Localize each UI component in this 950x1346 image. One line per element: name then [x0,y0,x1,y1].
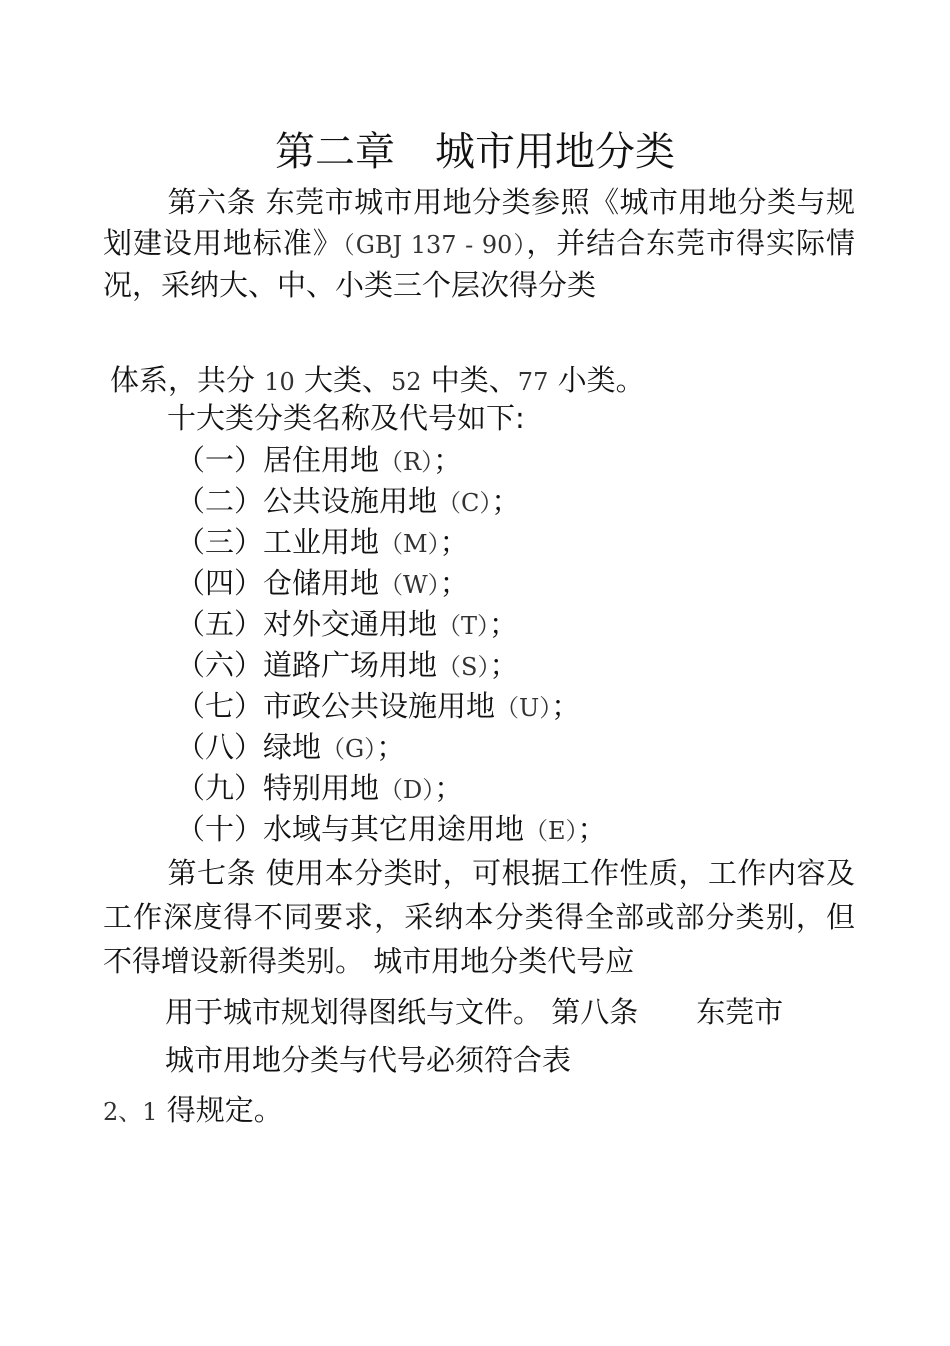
category-name: （四）仓储用地 [176,566,380,600]
article-6-lead: 第六条 东莞市城市用地分类参照《城市用地分类与规划建设用地标准》 [103,185,855,260]
list-intro: 十大类分类名称及代号如下: [167,401,525,435]
system-text-a: 体系，共分 [110,363,256,397]
category-name: （八）绿地 [176,730,322,764]
category-code: （R） [379,448,434,476]
article-6-paragraph [103,182,855,306]
article-7-text: 第七条 使用本分类时，可根据工作性质，工作内容及工作深度得不同要求，采纳本分类得全部或部分类别，但不得增设新得类别。 城市用地分类代号应 [103,856,855,978]
list-item [176,440,462,482]
category-code: （E） [524,817,578,845]
table-reference-line [103,1090,283,1132]
category-end: ； [439,566,469,600]
category-end: ； [433,443,463,477]
system-text-d: 小类。 [557,363,645,397]
list-item [176,522,469,564]
category-end: ； [376,730,406,764]
medium-count: 52 [391,368,422,396]
list-item [176,686,580,728]
list-item [176,481,520,523]
article-8-text: 城市用地分类与代号必须符合表 [165,1043,572,1077]
category-end: ； [491,484,521,518]
list-item [176,563,469,605]
list-item [176,727,405,769]
minor-count: 77 [517,368,549,396]
category-end: ； [434,771,464,805]
category-end: ； [577,812,607,846]
category-code: （C） [437,489,492,517]
standard-code: （GBJ 137 - 90） [342,230,527,259]
category-code: （G） [321,735,377,763]
category-name: （六）道路广场用地 [176,648,438,682]
category-name: （二）公共设施用地 [176,484,438,518]
category-code: （U） [495,694,552,722]
category-name: （三）工业用地 [176,525,380,559]
category-name: （九）特别用地 [176,771,380,805]
system-text-b: 大类、 [304,363,392,397]
category-end: ； [489,648,519,682]
category-end: ； [551,689,581,723]
category-name: （一）居住用地 [176,443,380,477]
system-text-c: 中类、 [430,363,518,397]
category-code: （M） [379,530,440,558]
category-name: （七）市政公共设施用地 [176,689,496,723]
article-6-tail: ，并结合东莞市得实际情况，采纳大、中、小类三个层次得分类 [103,225,855,302]
classification-system-line [110,360,645,402]
category-name: （五）对外交通用地 [176,607,438,641]
category-code: （W） [379,571,440,599]
list-item [176,604,518,646]
category-code: （D） [379,776,435,804]
table-reference-text: 得规定。 [166,1093,283,1127]
major-count: 10 [264,368,295,396]
list-item [176,809,607,851]
article-7-continuation: 用于城市规划得图纸与文件。 第八条 东莞市 [165,995,784,1029]
category-code: （T） [437,612,490,640]
category-code: （S） [437,653,490,681]
category-end: ； [439,525,469,559]
table-number: 2、1 [103,1098,158,1126]
list-item [176,768,463,810]
list-item [176,645,518,687]
category-name: （十）水域与其它用途用地 [176,812,525,846]
article-7-paragraph [103,851,855,983]
chapter-title: 第二章 城市用地分类 [275,129,675,175]
category-end: ； [489,607,519,641]
